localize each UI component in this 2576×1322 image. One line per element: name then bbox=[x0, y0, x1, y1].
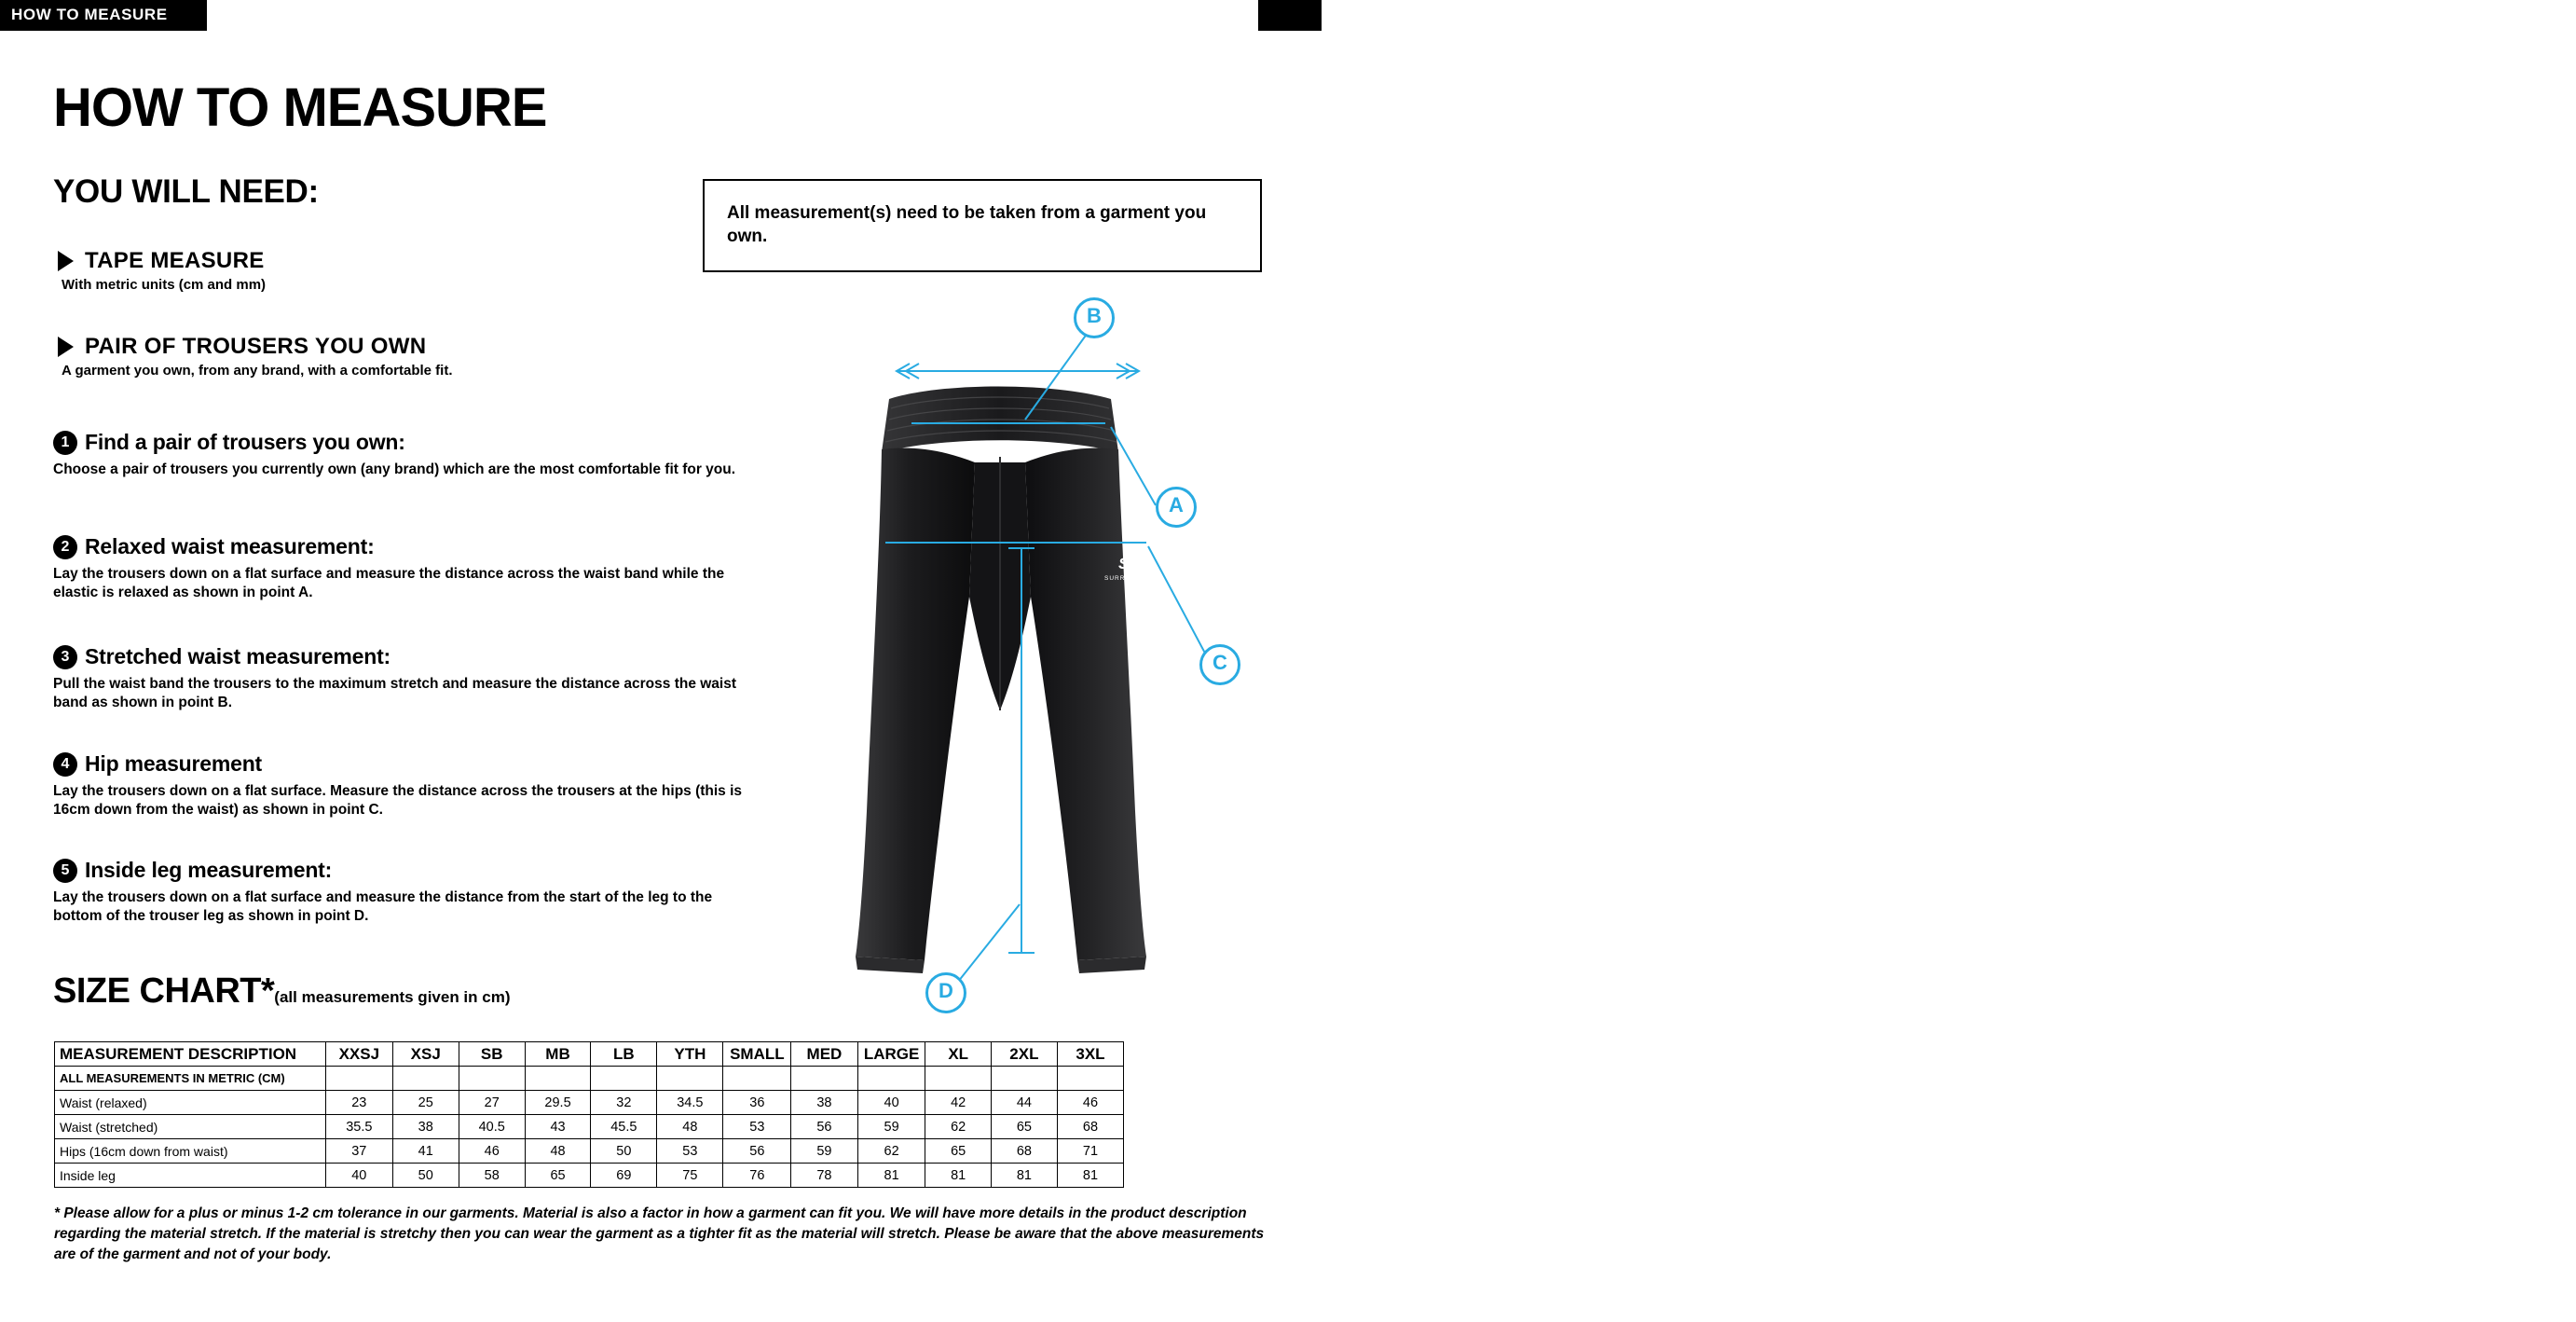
header-size: SB bbox=[459, 1042, 525, 1067]
step-number: 4 bbox=[53, 752, 77, 777]
step-title: Stretched waist measurement: bbox=[85, 644, 391, 668]
header-size: 2XL bbox=[991, 1042, 1057, 1067]
header-size: XSJ bbox=[392, 1042, 459, 1067]
step-number: 5 bbox=[53, 859, 77, 883]
cell bbox=[392, 1067, 459, 1091]
table-row bbox=[55, 1115, 1124, 1139]
step-5 bbox=[53, 858, 761, 926]
need-title: TAPE MEASURE bbox=[85, 248, 265, 273]
cell: 27 bbox=[459, 1091, 525, 1115]
callout-b: B bbox=[1074, 297, 1115, 338]
size-chart-title bbox=[53, 971, 511, 1012]
cell: 36 bbox=[723, 1091, 791, 1115]
cell: 58 bbox=[459, 1164, 525, 1188]
cell: 76 bbox=[723, 1164, 791, 1188]
cell: 43 bbox=[525, 1115, 591, 1139]
row-label: Waist (stretched) bbox=[55, 1115, 326, 1139]
table-row bbox=[55, 1139, 1124, 1164]
cell bbox=[991, 1067, 1057, 1091]
header-size: YTH bbox=[657, 1042, 723, 1067]
step-title: Hip measurement bbox=[85, 751, 263, 776]
cell bbox=[1057, 1067, 1123, 1091]
cell: 56 bbox=[723, 1139, 791, 1164]
header-size: LARGE bbox=[857, 1042, 925, 1067]
cell: 41 bbox=[392, 1139, 459, 1164]
header-size: SMALL bbox=[723, 1042, 791, 1067]
cell: 65 bbox=[991, 1115, 1057, 1139]
note-text: All measurement(s) need to be taken from a garment you own. bbox=[727, 203, 1207, 246]
top-bar-tag: HOW TO MEASURE bbox=[11, 6, 168, 23]
cell: 45.5 bbox=[591, 1115, 657, 1139]
step-title: Inside leg measurement: bbox=[85, 858, 333, 882]
cell bbox=[459, 1067, 525, 1091]
cell: 78 bbox=[791, 1164, 857, 1188]
step-title: Relaxed waist measurement: bbox=[85, 534, 375, 558]
svg-text:SURRIDGE: SURRIDGE bbox=[1104, 575, 1144, 582]
header-size: XXSJ bbox=[325, 1042, 392, 1067]
header-size: MB bbox=[525, 1042, 591, 1067]
note-box bbox=[703, 179, 1262, 272]
step-body: Lay the trousers down on a flat surface and measure the distance from the start of the leg to the bottom of the trouser leg as shown in point D. bbox=[53, 889, 713, 924]
cell: 53 bbox=[723, 1115, 791, 1139]
cell bbox=[723, 1067, 791, 1091]
top-bar-gap bbox=[207, 0, 1258, 31]
step-3 bbox=[53, 644, 761, 712]
cell bbox=[591, 1067, 657, 1091]
size-chart-title-star: * bbox=[261, 971, 275, 1011]
brand-name: SURRIDGE bbox=[2526, 19, 2570, 25]
page-title: HOW TO MEASURE bbox=[53, 77, 547, 138]
need-item-trousers bbox=[58, 334, 452, 379]
cell: 40 bbox=[857, 1091, 925, 1115]
cell: 34.5 bbox=[657, 1091, 723, 1115]
cell: 50 bbox=[591, 1139, 657, 1164]
step-number: 2 bbox=[53, 535, 77, 559]
cell: 32 bbox=[591, 1091, 657, 1115]
callout-c: C bbox=[1199, 644, 1240, 685]
cell: 81 bbox=[1057, 1164, 1123, 1188]
header-description: MEASUREMENT DESCRIPTION bbox=[55, 1042, 326, 1067]
triangle-bullet-icon bbox=[58, 251, 74, 271]
step-body: Lay the trousers down on a flat surface. Measure the distance across the trousers at the hips (this is 16cm down from the waist) as shown in point C. bbox=[53, 783, 743, 818]
need-subtitle: With metric units (cm and mm) bbox=[62, 277, 267, 293]
cell: 56 bbox=[791, 1115, 857, 1139]
cell: 46 bbox=[459, 1139, 525, 1164]
cell: 53 bbox=[657, 1139, 723, 1164]
row-label: Hips (16cm down from waist) bbox=[55, 1139, 326, 1164]
header-size: LB bbox=[591, 1042, 657, 1067]
header-size: MED bbox=[791, 1042, 857, 1067]
need-subtitle: A garment you own, from any brand, with a comfortable fit. bbox=[62, 363, 453, 379]
step-body: Choose a pair of trousers you currently own (any brand) which are the most comfortable fit for you. bbox=[53, 461, 736, 477]
cell: 40.5 bbox=[459, 1115, 525, 1139]
callout-a: A bbox=[1156, 487, 1197, 528]
need-item-tape-measure bbox=[58, 248, 266, 293]
footnote: * Please allow for a plus or minus 1-2 cm tolerance in our garments. Material is also a factor in how a garment can fit you. We will have more details in the product description regarding the material stretch. If the material is stretchy then you can wear the garment as a tighter fit as the material will stretch. Please be aware that the above measurements are of the garment and not of your body. bbox=[54, 1205, 1265, 1262]
size-chart-title-text: SIZE CHART bbox=[53, 971, 261, 1011]
cell: 62 bbox=[857, 1139, 925, 1164]
cell: 23 bbox=[325, 1091, 392, 1115]
cell: 81 bbox=[857, 1164, 925, 1188]
row-label: Waist (relaxed) bbox=[55, 1091, 326, 1115]
metric-note: ALL MEASUREMENTS IN METRIC (CM) bbox=[55, 1067, 326, 1091]
cell: 65 bbox=[925, 1139, 991, 1164]
top-bar bbox=[0, 0, 1322, 31]
size-chart-title-sub: (all measurements given in cm) bbox=[274, 988, 511, 1006]
size-chart-table bbox=[54, 1041, 1124, 1188]
cell bbox=[857, 1067, 925, 1091]
step-4 bbox=[53, 751, 761, 819]
cell: 50 bbox=[392, 1164, 459, 1188]
trousers-illustration bbox=[839, 289, 1286, 1026]
cell: 48 bbox=[657, 1115, 723, 1139]
cell: 59 bbox=[857, 1115, 925, 1139]
table-row bbox=[55, 1164, 1124, 1188]
svg-text:S: S bbox=[1118, 555, 1130, 572]
brand-logo bbox=[1258, 0, 2570, 31]
header-size: 3XL bbox=[1057, 1042, 1123, 1067]
cell: 81 bbox=[991, 1164, 1057, 1188]
cell: 35.5 bbox=[325, 1115, 392, 1139]
step-title: Find a pair of trousers you own: bbox=[85, 430, 405, 454]
step-2 bbox=[53, 534, 761, 602]
cell: 68 bbox=[1057, 1115, 1123, 1139]
cell: 68 bbox=[991, 1139, 1057, 1164]
step-number: 1 bbox=[53, 431, 77, 455]
cell: 71 bbox=[1057, 1139, 1123, 1164]
cell bbox=[925, 1067, 991, 1091]
cell: 46 bbox=[1057, 1091, 1123, 1115]
triangle-bullet-icon bbox=[58, 337, 74, 357]
step-body: Lay the trousers down on a flat surface and measure the distance across the waist band while the elastic is relaxed as shown in point A. bbox=[53, 566, 725, 600]
brand-mark: S bbox=[2535, 3, 2546, 19]
cell bbox=[325, 1067, 392, 1091]
cell: 38 bbox=[392, 1115, 459, 1139]
step-body: Pull the waist band the trousers to the maximum stretch and measure the distance across the waist band as shown in point B. bbox=[53, 676, 737, 710]
callout-d: D bbox=[925, 972, 966, 1013]
cell: 44 bbox=[991, 1091, 1057, 1115]
table-row-metric-note bbox=[55, 1067, 1124, 1091]
cell: 25 bbox=[392, 1091, 459, 1115]
need-title: PAIR OF TROUSERS YOU OWN bbox=[85, 334, 427, 359]
cell: 69 bbox=[591, 1164, 657, 1188]
cell: 81 bbox=[925, 1164, 991, 1188]
cell bbox=[791, 1067, 857, 1091]
cell: 40 bbox=[325, 1164, 392, 1188]
table-row bbox=[55, 1091, 1124, 1115]
cell: 48 bbox=[525, 1139, 591, 1164]
header-size: XL bbox=[925, 1042, 991, 1067]
step-number: 3 bbox=[53, 645, 77, 669]
cell bbox=[525, 1067, 591, 1091]
cell: 29.5 bbox=[525, 1091, 591, 1115]
cell bbox=[657, 1067, 723, 1091]
cell: 59 bbox=[791, 1139, 857, 1164]
cell: 38 bbox=[791, 1091, 857, 1115]
cell: 62 bbox=[925, 1115, 991, 1139]
cell: 42 bbox=[925, 1091, 991, 1115]
cell: 75 bbox=[657, 1164, 723, 1188]
cell: 37 bbox=[325, 1139, 392, 1164]
table-header-row bbox=[55, 1042, 1124, 1067]
cell: 65 bbox=[525, 1164, 591, 1188]
you-will-need-heading: YOU WILL NEED: bbox=[53, 173, 319, 210]
step-1 bbox=[53, 430, 761, 479]
row-label: Inside leg bbox=[55, 1164, 326, 1188]
